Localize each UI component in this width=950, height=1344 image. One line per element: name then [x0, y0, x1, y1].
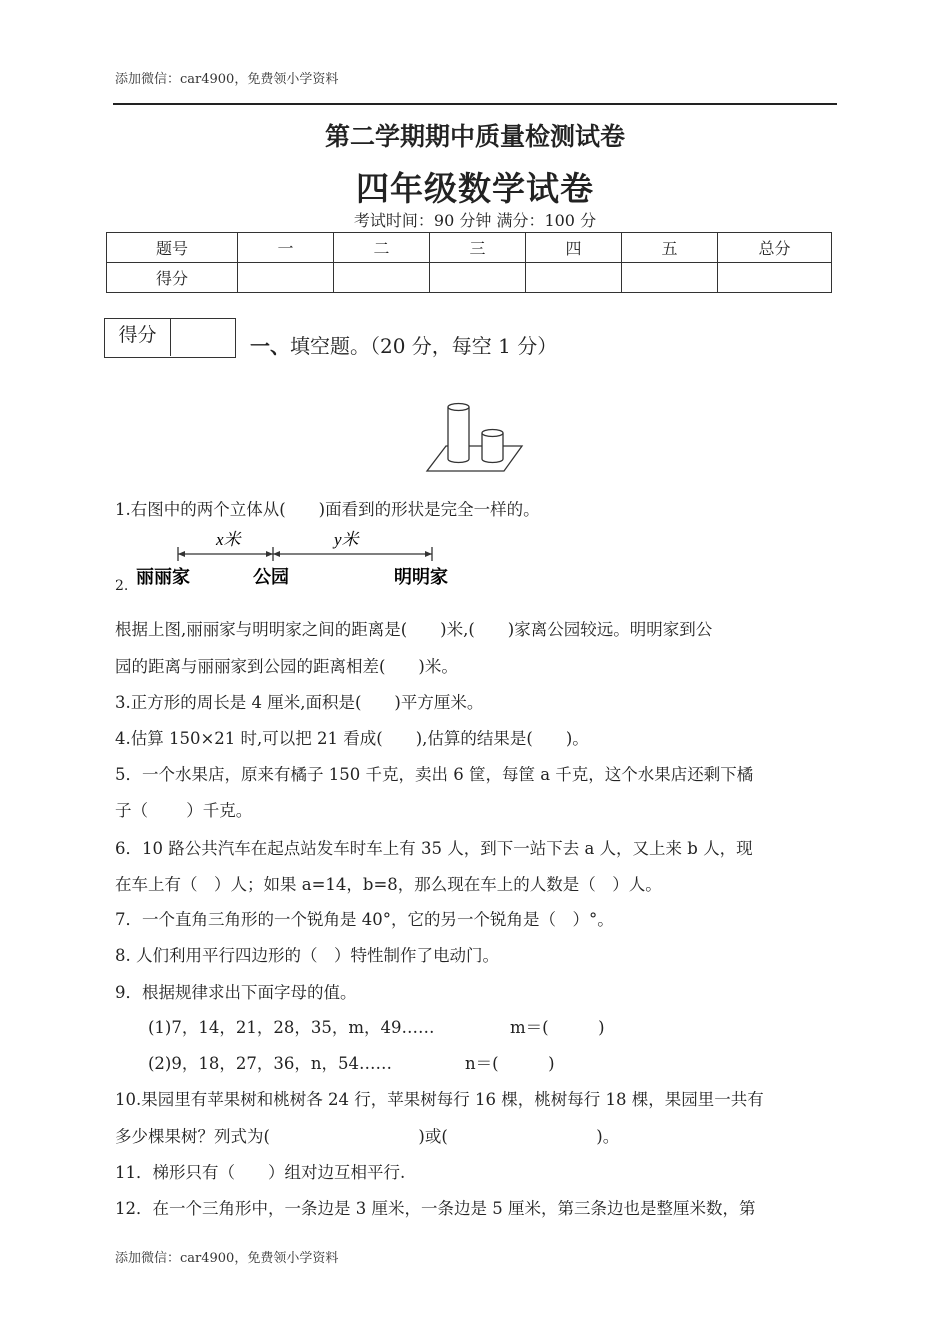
- score-cell[interactable]: [334, 263, 430, 293]
- exam-title: 第二学期期中质量检测试卷: [324, 122, 625, 151]
- question-2-number: 2.: [115, 578, 129, 594]
- score-header-cell: 题号: [107, 233, 238, 263]
- question-6-line-2: 在车上有（ ）人；如果 a=14，b=8，那么现在车上的人数是（ ）人。: [115, 875, 662, 894]
- arrow-mid-right: [273, 551, 280, 557]
- question-2-line-1: 根据上图,丽丽家与明明家之间的距离是( )米,( )家离公园较远。明明家到公: [115, 620, 713, 639]
- exam-meta: 考试时间：90 分钟 满分：100 分: [353, 211, 597, 230]
- exam-subtitle: 四年级数学试卷: [356, 169, 594, 208]
- question-6-line-1: 6．10 路公共汽车在起点站发车时车上有 35 人，到下一站下去 a 人，又上来 b 人，现: [115, 839, 753, 858]
- section-number: 一、: [250, 334, 290, 358]
- distance-diagram: [130, 525, 470, 595]
- arrow-mid-left: [266, 551, 273, 557]
- question-1: 1.右图中的两个立体从( )面看到的形状是完全一样的。: [115, 500, 540, 519]
- header-rule: [113, 103, 837, 105]
- score-header-cell: 三: [430, 233, 526, 263]
- question-5-line-1: 5．一个水果店，原来有橘子 150 千克，卖出 6 筐，每筐 a 千克，这个水果店还剩下橘: [115, 765, 754, 784]
- question-9-part-2-answer: n＝( ): [465, 1054, 555, 1073]
- question-7: 7．一个直角三角形的一个锐角是 40°，它的另一个锐角是（ ）°。: [115, 910, 614, 929]
- location-park: 公园: [253, 567, 289, 588]
- question-2-line-2: 园的距离与丽丽家到公园的距离相差( )米。: [115, 657, 458, 676]
- score-cell[interactable]: [718, 263, 832, 293]
- question-9-part-1-answer: m＝( ): [510, 1018, 605, 1037]
- page-footer-note: 添加微信：car4900，免费领小学资料: [115, 1251, 339, 1266]
- cylinders-figure: [424, 402, 526, 474]
- question-9-part-2: (2)9，18，27，36，n，54……: [148, 1054, 392, 1073]
- score-table: [106, 232, 832, 293]
- location-mingming-home: 明明家: [394, 567, 448, 588]
- question-10-line-1: 10.果园里有苹果树和桃树各 24 行，苹果树每行 16 棵，桃树每行 18 棵，果园里一共有: [115, 1090, 764, 1109]
- page-header-note: 添加微信：car4900，免费领小学资料: [115, 72, 339, 87]
- question-12: 12．在一个三角形中，一条边是 3 厘米，一条边是 5 厘米，第三条边也是整厘米数，第: [115, 1199, 756, 1218]
- x-distance-label: x米: [216, 530, 241, 549]
- score-table-header-row: [107, 233, 832, 263]
- y-distance-label: y米: [334, 530, 359, 549]
- section-title: [250, 330, 557, 359]
- score-cell[interactable]: [238, 263, 334, 293]
- score-header-cell: 总分: [718, 233, 832, 263]
- section-score-label: 得分: [105, 319, 171, 356]
- score-cell[interactable]: [430, 263, 526, 293]
- question-8: 8. 人们利用平行四边形的（ ）特性制作了电动门。: [115, 946, 499, 965]
- score-cell[interactable]: [526, 263, 622, 293]
- score-header-cell: 四: [526, 233, 622, 263]
- score-row-label: 得分: [107, 263, 238, 293]
- question-9-part-1: (1)7，14，21，28，35，m，49……: [148, 1018, 435, 1037]
- tall-cylinder: [448, 404, 469, 463]
- short-cylinder: [482, 430, 503, 463]
- score-header-cell: 一: [238, 233, 334, 263]
- question-9: 9．根据规律求出下面字母的值。: [115, 983, 357, 1002]
- arrow-left: [178, 551, 185, 557]
- question-4: 4.估算 150×21 时,可以把 21 看成( ),估算的结果是( )。: [115, 729, 589, 748]
- figure-base-plate: [427, 446, 522, 471]
- section-score-box: [104, 318, 236, 358]
- score-header-cell: 五: [622, 233, 718, 263]
- score-header-cell: 二: [334, 233, 430, 263]
- question-3: 3.正方形的周长是 4 厘米,面积是( )平方厘米。: [115, 693, 484, 712]
- score-cell[interactable]: [622, 263, 718, 293]
- question-10-line-2: 多少棵果树？列式为( )或( )。: [115, 1127, 620, 1146]
- location-lili-home: 丽丽家: [136, 567, 190, 588]
- score-table-row: [107, 263, 832, 293]
- section-title-text: 填空题。（20 分，每空 1 分）: [290, 334, 558, 358]
- question-11: 11．梯形只有（ ）组对边互相平行.: [115, 1163, 406, 1182]
- question-5-line-2: 子（ ）千克。: [115, 801, 253, 820]
- arrow-right: [425, 551, 432, 557]
